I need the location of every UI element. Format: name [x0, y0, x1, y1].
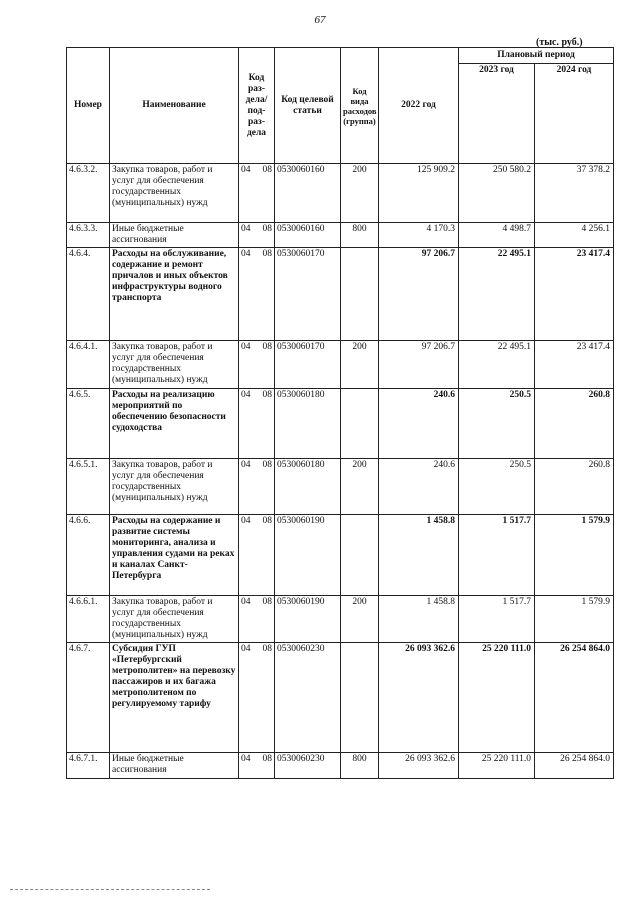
row-section: 04	[241, 644, 251, 654]
table-row	[67, 389, 614, 459]
row-section-code	[239, 515, 275, 596]
row-number: 4.6.7.	[67, 643, 110, 753]
table-row	[67, 459, 614, 515]
row-target-code: 0530060170	[275, 341, 341, 389]
row-value-2023: 22 495.1	[459, 248, 535, 341]
row-number: 4.6.3.2.	[67, 164, 110, 223]
row-value-2024: 260.8	[535, 389, 614, 459]
row-value-2023: 25 220 111.0	[459, 643, 535, 753]
row-value-2024: 1 579.9	[535, 515, 614, 596]
row-number: 4.6.4.1.	[67, 341, 110, 389]
row-value-2022: 4 170.3	[379, 223, 459, 248]
row-target-code: 0530060180	[275, 389, 341, 459]
row-value-2022: 1 458.8	[379, 596, 459, 643]
row-number: 4.6.6.	[67, 515, 110, 596]
row-target-code: 0530060160	[275, 164, 341, 223]
row-number: 4.6.7.1.	[67, 753, 110, 779]
row-subsection: 08	[262, 516, 272, 526]
row-target-code: 0530060180	[275, 459, 341, 515]
row-target-code: 0530060190	[275, 515, 341, 596]
row-value-2024: 4 256.1	[535, 223, 614, 248]
row-name: Иные бюджетные ассигнования	[110, 223, 239, 248]
row-value-2024: 26 254 864.0	[535, 643, 614, 753]
row-target-code: 0530060170	[275, 248, 341, 341]
row-expense-type	[341, 248, 379, 341]
header-year-2024: 2024 год	[535, 64, 614, 164]
row-name: Расходы на обслуживание, содержание и ремонт причалов и иных объектов инфраструктуры водного транспорта	[110, 248, 239, 341]
table-row	[67, 515, 614, 596]
row-section-code	[239, 341, 275, 389]
row-expense-type: 200	[341, 164, 379, 223]
row-target-code: 0530060160	[275, 223, 341, 248]
row-name: Расходы на содержание и развитие системы мониторинга, анализа и управления судами на реках и каналах Санкт-Петербурга	[110, 515, 239, 596]
row-expense-type: 200	[341, 596, 379, 643]
budget-table	[66, 47, 614, 779]
row-section-code	[239, 389, 275, 459]
row-subsection: 08	[262, 754, 272, 764]
header-target-code: Код целевой статьи	[275, 48, 341, 164]
row-value-2024: 23 417.4	[535, 341, 614, 389]
header-name: Наименование	[110, 48, 239, 164]
table-row	[67, 164, 614, 223]
row-section: 04	[241, 460, 251, 470]
row-value-2024: 260.8	[535, 459, 614, 515]
units-label: (тыс. руб.)	[536, 37, 583, 48]
row-value-2022: 240.6	[379, 459, 459, 515]
row-value-2022: 125 909.2	[379, 164, 459, 223]
row-name: Субсидия ГУП «Петербургский метрополитен» на перевозку пассажиров и их багажа метрополитеном по регулируемому тарифу	[110, 643, 239, 753]
row-name: Закупка товаров, работ и услуг для обеспечения государственных (муниципальных) нужд	[110, 459, 239, 515]
row-subsection: 08	[262, 390, 272, 400]
row-value-2022: 97 206.7	[379, 248, 459, 341]
row-section-code	[239, 248, 275, 341]
table-row	[67, 341, 614, 389]
row-value-2023: 250 580.2	[459, 164, 535, 223]
table-row	[67, 643, 614, 753]
row-section-code	[239, 223, 275, 248]
row-section: 04	[241, 516, 251, 526]
row-section: 04	[241, 754, 251, 764]
table-row	[67, 753, 614, 779]
row-number: 4.6.5.	[67, 389, 110, 459]
header-section-code: Код раз- дела/ под- раз- дела	[239, 48, 275, 164]
row-section: 04	[241, 390, 251, 400]
row-expense-type	[341, 389, 379, 459]
row-value-2024: 23 417.4	[535, 248, 614, 341]
header-year-2022: 2022 год	[379, 48, 459, 164]
header-expense-type: Код вида расходов (группа)	[341, 48, 379, 164]
header-planning-period: Плановый период	[459, 48, 614, 64]
header-year-2023: 2023 год	[459, 64, 535, 164]
scan-edge-line	[10, 889, 210, 891]
row-value-2024: 37 378.2	[535, 164, 614, 223]
row-name: Расходы на реализацию мероприятий по обеспечению безопасности судоходства	[110, 389, 239, 459]
row-name: Закупка товаров, работ и услуг для обеспечения государственных (муниципальных) нужд	[110, 341, 239, 389]
row-expense-type	[341, 643, 379, 753]
row-expense-type	[341, 515, 379, 596]
row-subsection: 08	[262, 224, 272, 234]
row-subsection: 08	[262, 165, 272, 175]
row-number: 4.6.4.	[67, 248, 110, 341]
row-section-code	[239, 643, 275, 753]
table-row	[67, 223, 614, 248]
row-subsection: 08	[262, 249, 272, 259]
row-target-code: 0530060230	[275, 643, 341, 753]
row-section: 04	[241, 342, 251, 352]
row-expense-type: 200	[341, 341, 379, 389]
row-expense-type: 800	[341, 223, 379, 248]
row-value-2022: 1 458.8	[379, 515, 459, 596]
row-value-2024: 1 579.9	[535, 596, 614, 643]
row-expense-type: 800	[341, 753, 379, 779]
row-subsection: 08	[262, 460, 272, 470]
row-target-code: 0530060230	[275, 753, 341, 779]
row-name: Закупка товаров, работ и услуг для обеспечения государственных (муниципальных) нужд	[110, 596, 239, 643]
table-row	[67, 596, 614, 643]
row-value-2023: 250.5	[459, 389, 535, 459]
row-value-2023: 1 517.7	[459, 596, 535, 643]
row-expense-type: 200	[341, 459, 379, 515]
row-value-2023: 1 517.7	[459, 515, 535, 596]
row-section-code	[239, 164, 275, 223]
row-section-code	[239, 596, 275, 643]
header-number: Номер	[67, 48, 110, 164]
row-section-code	[239, 753, 275, 779]
row-section: 04	[241, 224, 251, 234]
row-subsection: 08	[262, 644, 272, 654]
row-section: 04	[241, 249, 251, 259]
row-value-2023: 250.5	[459, 459, 535, 515]
table-body	[67, 164, 614, 779]
row-value-2023: 22 495.1	[459, 341, 535, 389]
row-number: 4.6.5.1.	[67, 459, 110, 515]
row-subsection: 08	[262, 342, 272, 352]
row-number: 4.6.6.1.	[67, 596, 110, 643]
row-value-2023: 4 498.7	[459, 223, 535, 248]
row-section: 04	[241, 165, 251, 175]
row-value-2022: 97 206.7	[379, 341, 459, 389]
row-target-code: 0530060190	[275, 596, 341, 643]
row-section: 04	[241, 597, 251, 607]
row-subsection: 08	[262, 597, 272, 607]
page-number: 67	[314, 14, 326, 26]
row-number: 4.6.3.3.	[67, 223, 110, 248]
row-value-2022: 26 093 362.6	[379, 753, 459, 779]
row-value-2022: 26 093 362.6	[379, 643, 459, 753]
row-section-code	[239, 459, 275, 515]
row-value-2024: 26 254 864.0	[535, 753, 614, 779]
table-row	[67, 248, 614, 341]
row-value-2023: 25 220 111.0	[459, 753, 535, 779]
row-value-2022: 240.6	[379, 389, 459, 459]
row-name: Закупка товаров, работ и услуг для обеспечения государственных (муниципальных) нужд	[110, 164, 239, 223]
row-name: Иные бюджетные ассигнования	[110, 753, 239, 779]
